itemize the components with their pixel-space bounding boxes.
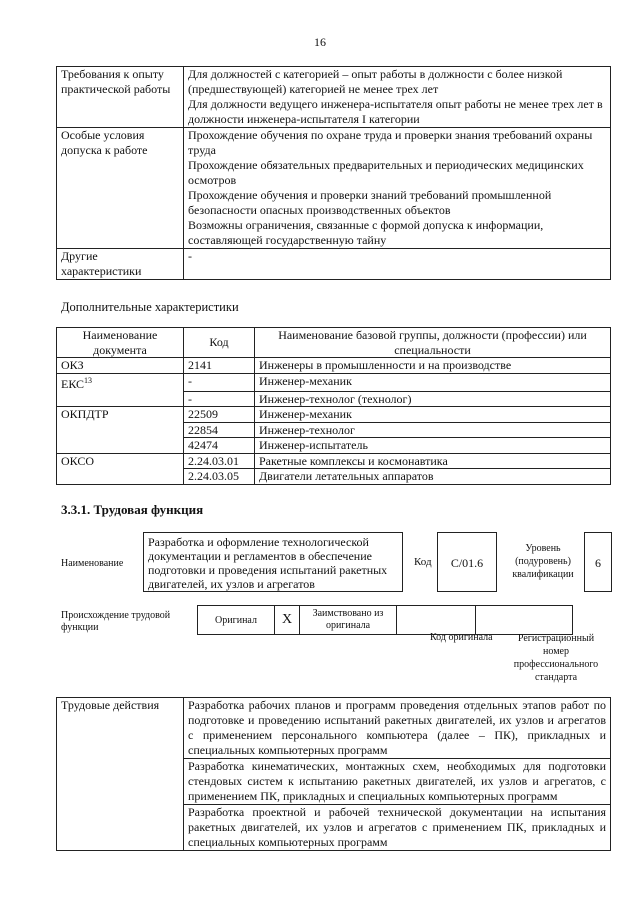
- name-cell: Инженер-технолог: [255, 422, 611, 438]
- table-row: [57, 422, 611, 438]
- origin-code-cell: [397, 606, 476, 635]
- code-cell: 2.24.03.01: [184, 453, 255, 469]
- function-name-box: Разработка и оформление технологической документации и регламентов в обеспечение подготовки и проведения испытаний ракетных двигателей, их узлов и агрегатов: [143, 532, 403, 592]
- column-header: Наименование документа: [57, 328, 184, 358]
- original-cell: Оригинал: [198, 606, 275, 635]
- column-header: Наименование базовой группы, должности (профессии) или специальности: [255, 328, 611, 358]
- value-line: -: [188, 249, 192, 263]
- value-line: Возможны ограничения, связанные с формой допуска к информации, составляющей государственную тайну: [188, 218, 544, 247]
- doc-cell: [57, 422, 184, 438]
- original-mark: X: [275, 606, 300, 635]
- row-label: Особые условия допуска к работе: [57, 128, 184, 249]
- reg-number-caption: Регистрационный номер профессионального стандарта: [513, 633, 599, 683]
- code-cell: 2141: [184, 358, 255, 374]
- page-number: 16: [314, 35, 326, 49]
- row-label: Другие характеристики: [57, 249, 184, 280]
- name-label: Наименование: [61, 558, 124, 569]
- row-label-empty: [57, 759, 184, 805]
- code-cell: -: [184, 391, 255, 407]
- name-cell: Инженер-механик: [255, 373, 611, 391]
- row-label-empty: [57, 805, 184, 851]
- row-value: [184, 128, 611, 249]
- code-cell: 22509: [184, 407, 255, 423]
- footnote-marker: 13: [84, 375, 93, 385]
- name-cell: Инженер-испытатель: [255, 438, 611, 454]
- name-cell: Инженер-механик: [255, 407, 611, 423]
- code-label: Код: [414, 556, 432, 568]
- code-cell: 42474: [184, 438, 255, 454]
- section-title: 3.3.1. Трудовая функция: [61, 502, 204, 517]
- origin-code-caption: Код оригинала: [430, 632, 493, 643]
- level-value-box: 6: [584, 532, 612, 592]
- table-row: [57, 407, 611, 423]
- borrowed-cell: Заимствовано из оригинала: [300, 606, 397, 635]
- name-cell: Ракетные комплексы и космонавтика: [255, 453, 611, 469]
- doc-cell: [57, 373, 184, 391]
- table-row: [57, 438, 611, 454]
- doc-cell: ОКПДТР: [57, 407, 184, 423]
- table-row: [57, 249, 611, 280]
- labor-actions-table: [56, 697, 611, 851]
- doc-cell: [57, 438, 184, 454]
- value-line: Прохождение обучения по охране труда и проверки знания требований охраны труда: [188, 128, 593, 157]
- row-value: [184, 67, 611, 128]
- table-row: [57, 759, 611, 805]
- name-cell: Инженеры в промышленности и на производстве: [255, 358, 611, 374]
- table-row: [57, 391, 611, 407]
- value-line: Для должностей с категорией – опыт работы в должности с более низкой (предшествующей) категорией не менее трех лет: [188, 67, 563, 96]
- row-label: Трудовые действия: [57, 698, 184, 759]
- table-row: [57, 469, 611, 485]
- value-line: Прохождение обучения и проверки знаний требований промышленной безопасности опасных производственных объектов: [188, 188, 552, 217]
- table-row: [57, 698, 611, 759]
- table-row: [57, 453, 611, 469]
- requirements-table: [56, 66, 611, 280]
- value-line: Для должности ведущего инженера-испытателя опыт работы не менее трех лет в должности инженера-испытателя I категории: [188, 97, 603, 126]
- doc-cell: [57, 469, 184, 485]
- reg-number-cell: [476, 606, 573, 635]
- origin-table: [197, 605, 573, 635]
- table-row: [57, 373, 611, 391]
- action-cell: Разработка рабочих планов и программ проведения отдельных этапов работ по подготовке и проведению испытаний ракетных двигателей, их узлов и агрегатов с применением персонального компьютера (далее – ПК), прикладных и специальных компьютерных программ: [184, 698, 611, 759]
- action-cell: Разработка проектной и рабочей технической документации на испытания ракетных двигателей, их узлов и агрегатов с применением ПК, прикладных и специальных компьютерных программ: [184, 805, 611, 851]
- value-line: Прохождение обязательных предварительных и периодических медицинских осмотров: [188, 158, 584, 187]
- doc-cell: ОКСО: [57, 453, 184, 469]
- additional-characteristics-title: Дополнительные характеристики: [61, 300, 239, 314]
- column-header: Код: [184, 328, 255, 358]
- row-value: [184, 249, 611, 280]
- function-code-box: C/01.6: [437, 532, 497, 592]
- doc-text: ЕКС: [61, 376, 85, 391]
- doc-cell: [57, 391, 184, 407]
- table-row: [57, 67, 611, 128]
- action-cell: Разработка кинематических, монтажных схем, необходимых для подготовки стендовых систем к испытанию ракетных двигателей, их узлов и агрегатов, с применением ПК, прикладных и специальных компьютерных программ: [184, 759, 611, 805]
- origin-label: Происхождение трудовой функции: [61, 610, 171, 633]
- code-cell: 22854: [184, 422, 255, 438]
- doc-cell: ОКЗ: [57, 358, 184, 374]
- table-row: [57, 805, 611, 851]
- row-label: Требования к опыту практической работы: [57, 67, 184, 128]
- additional-characteristics-table: [56, 327, 611, 485]
- table-row: [198, 606, 573, 635]
- code-cell: -: [184, 373, 255, 391]
- code-cell: 2.24.03.05: [184, 469, 255, 485]
- table-row: [57, 128, 611, 249]
- level-label: Уровень (подуровень) квалификации: [512, 543, 574, 580]
- name-cell: Инженер-технолог (технолог): [255, 391, 611, 407]
- name-cell: Двигатели летательных аппаратов: [255, 469, 611, 485]
- table-header-row: [57, 328, 611, 358]
- table-row: [57, 358, 611, 374]
